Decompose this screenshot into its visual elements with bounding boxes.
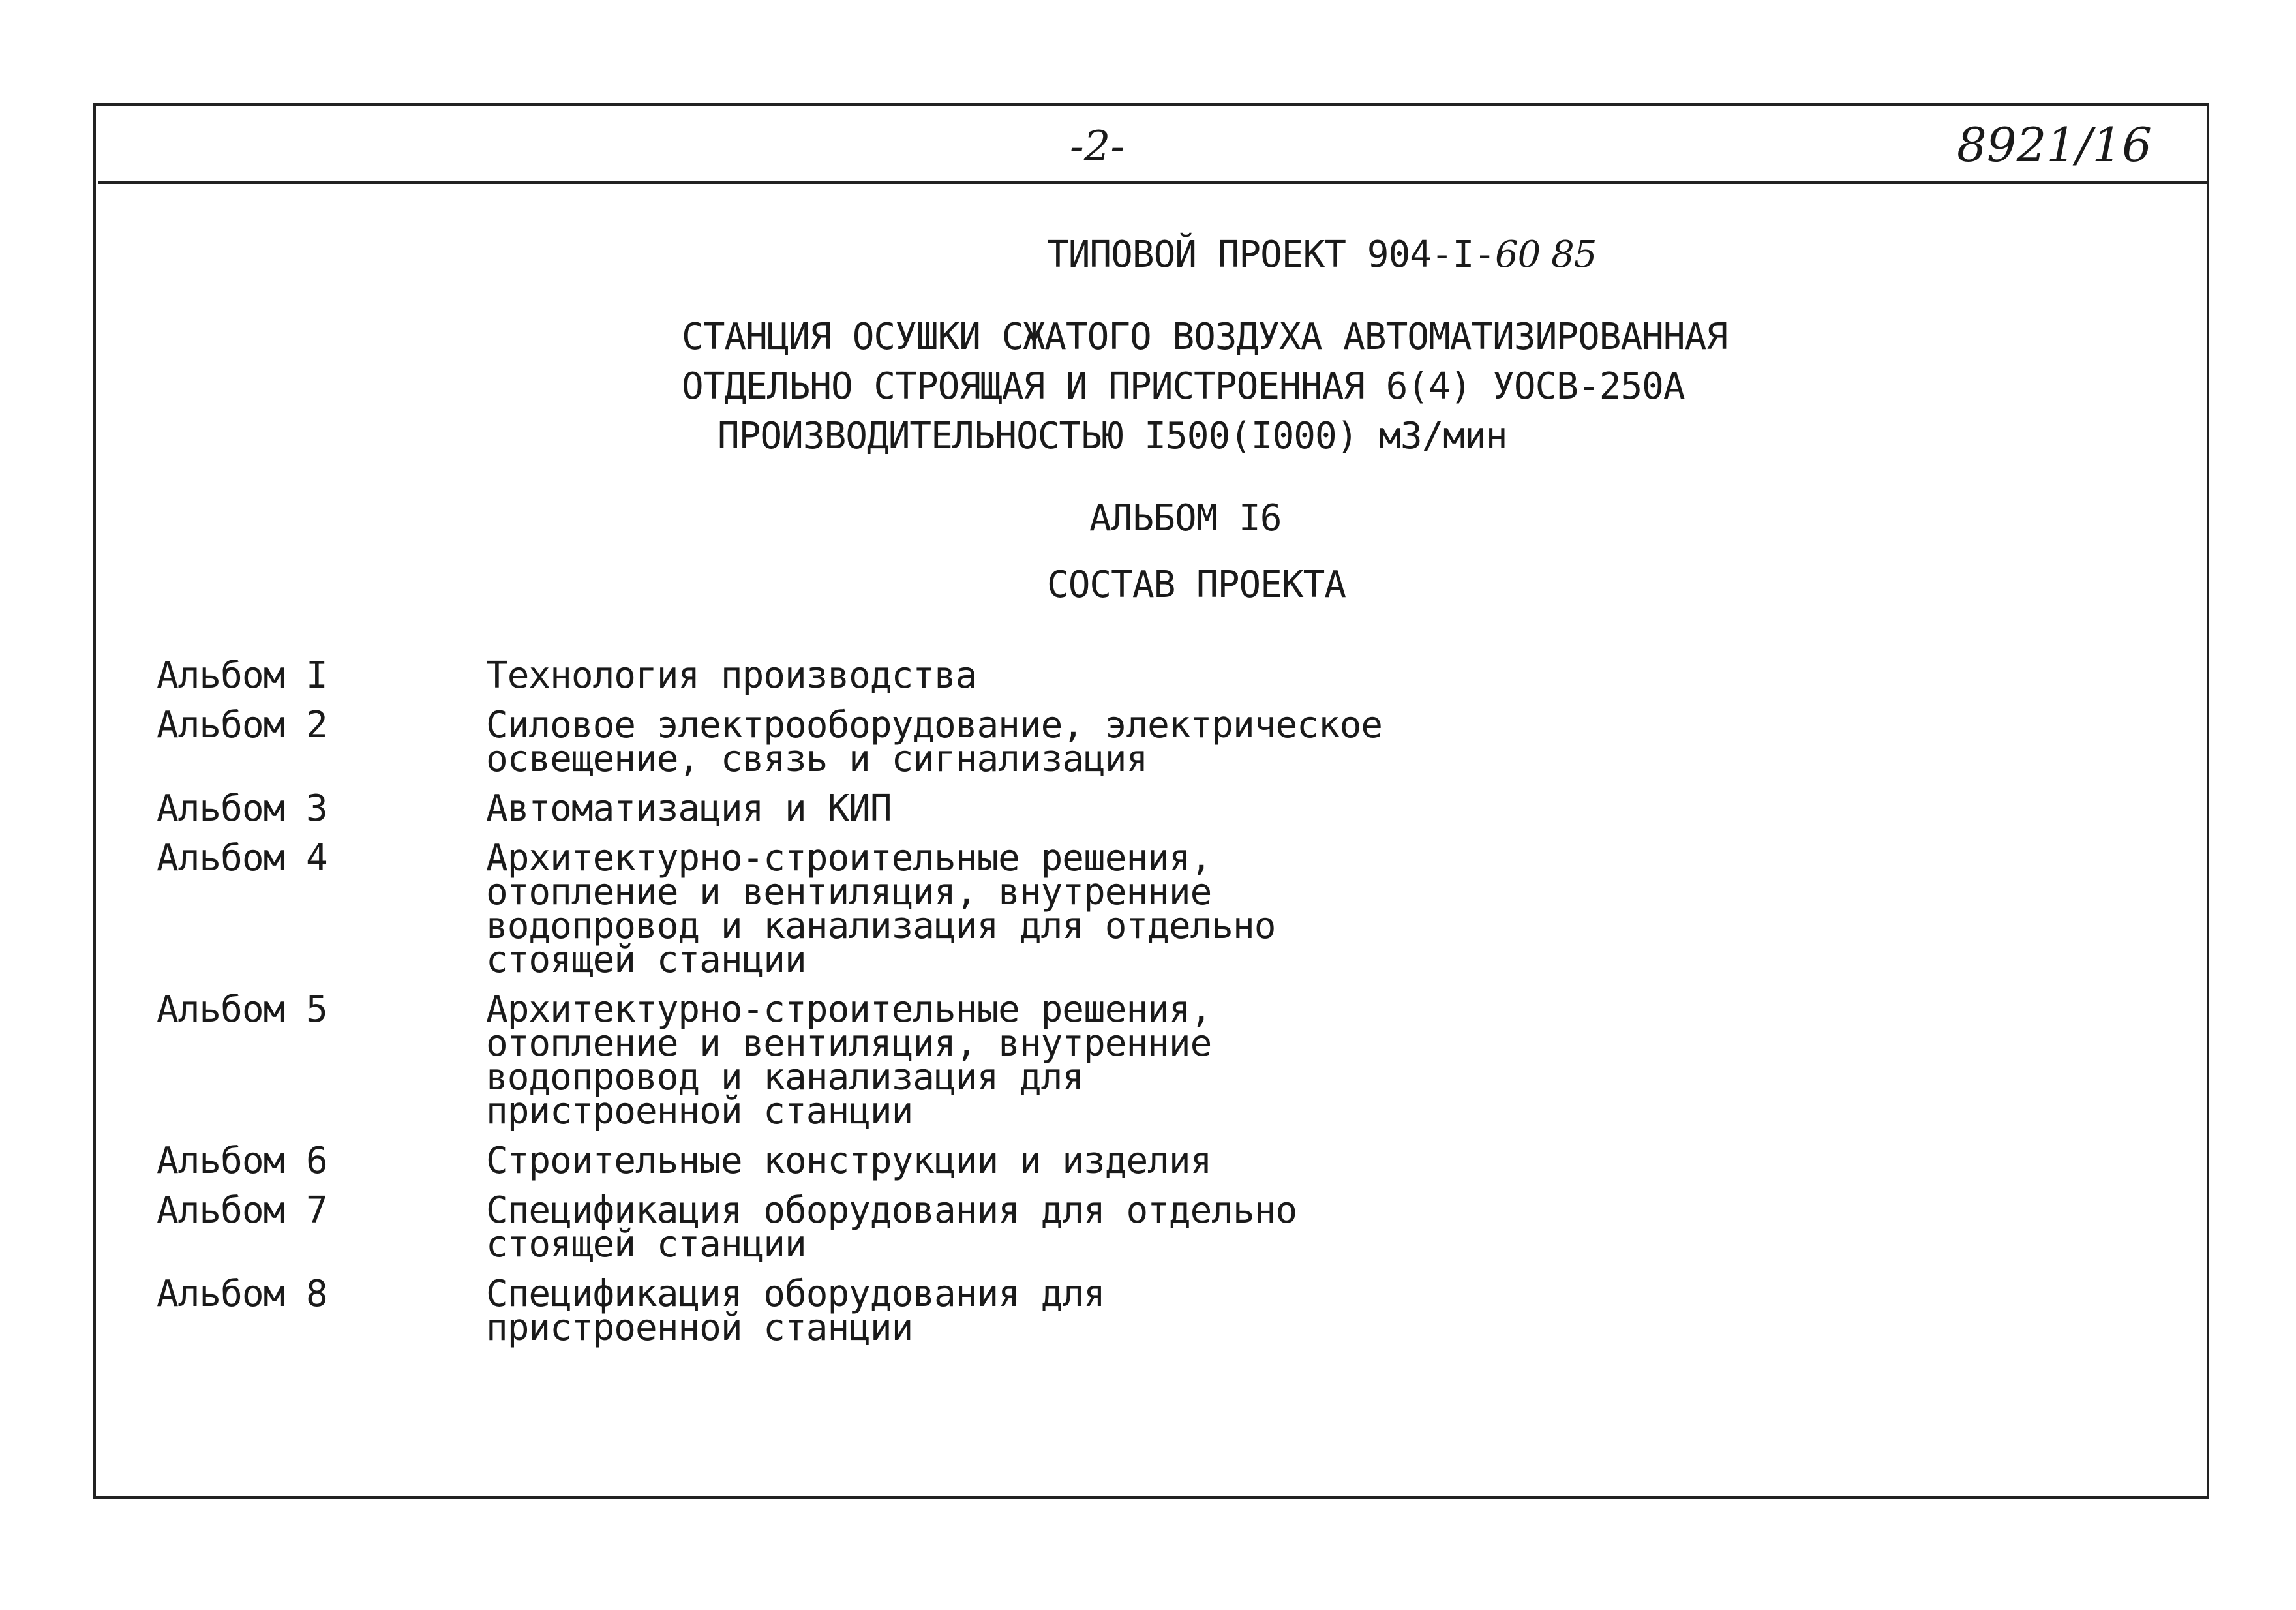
album-row bbox=[157, 988, 1722, 1132]
album-row bbox=[157, 1189, 1722, 1266]
album-list bbox=[157, 654, 1722, 1349]
album-label: Альбом I bbox=[157, 654, 327, 697]
project-title-prefix: ТИПОВОЙ ПРОЕКТ 904-I- bbox=[1047, 234, 1496, 276]
station-title-line-2: ОТДЕЛЬНО СТРОЯЩАЯ И ПРИСТРОЕННАЯ 6(4) УОСВ-250А bbox=[682, 365, 1685, 408]
page-number: -2- bbox=[1070, 123, 1125, 171]
album-label: Альбом 6 bbox=[157, 1140, 327, 1182]
station-title-line-1: СТАНЦИЯ ОСУШКИ СЖАТОГО ВОЗДУХА АВТОМАТИЗИРОВАННАЯ bbox=[682, 316, 1728, 358]
project-title-handwritten: 60 85 bbox=[1495, 234, 1597, 276]
album-description: Силовое электрооборудование, электрическое освещение, связь и сигнализация bbox=[486, 704, 1383, 780]
album-label: Альбом 5 bbox=[157, 988, 327, 1031]
album-row bbox=[157, 787, 1722, 830]
album-description: Спецификация оборудования для отдельно стоящей станции bbox=[486, 1189, 1297, 1266]
album-row bbox=[157, 837, 1722, 981]
album-description: Архитектурно-строительные решения, отопление и вентиляция, внутренние водопровод и канализация для отдельно стоящей станции bbox=[486, 837, 1276, 981]
document-code: 8921/16 bbox=[1957, 117, 2152, 172]
album-description: Спецификация оборудования для пристроенной станции bbox=[486, 1273, 1105, 1349]
album-label: Альбом 7 bbox=[157, 1189, 327, 1232]
album-description: Технология производства bbox=[486, 654, 977, 697]
album-number-heading: АЛЬБОМ I6 bbox=[1089, 497, 1282, 539]
album-label: Альбом 2 bbox=[157, 704, 327, 746]
album-description: Архитектурно-строительные решения, отопление и вентиляция, внутренние водопровод и канализация для пристроенной станции bbox=[486, 988, 1212, 1132]
album-description: Строительные конструкции и изделия bbox=[486, 1140, 1212, 1182]
album-label: Альбом 4 bbox=[157, 837, 327, 879]
composition-heading: СОСТАВ ПРОЕКТА bbox=[1047, 564, 1346, 606]
album-label: Альбом 8 bbox=[157, 1273, 327, 1315]
station-title-line-3: ПРОИЗВОДИТЕЛЬНОСТЬЮ I500(I000) м3/мин bbox=[718, 415, 1507, 457]
album-label: Альбом 3 bbox=[157, 787, 327, 830]
header-divider bbox=[98, 181, 2207, 184]
album-row bbox=[157, 654, 1722, 697]
album-description: Автоматизация и КИП bbox=[486, 787, 892, 830]
album-row bbox=[157, 704, 1722, 780]
album-row bbox=[157, 1140, 1722, 1182]
album-row bbox=[157, 1273, 1722, 1349]
project-title bbox=[1047, 234, 1596, 276]
